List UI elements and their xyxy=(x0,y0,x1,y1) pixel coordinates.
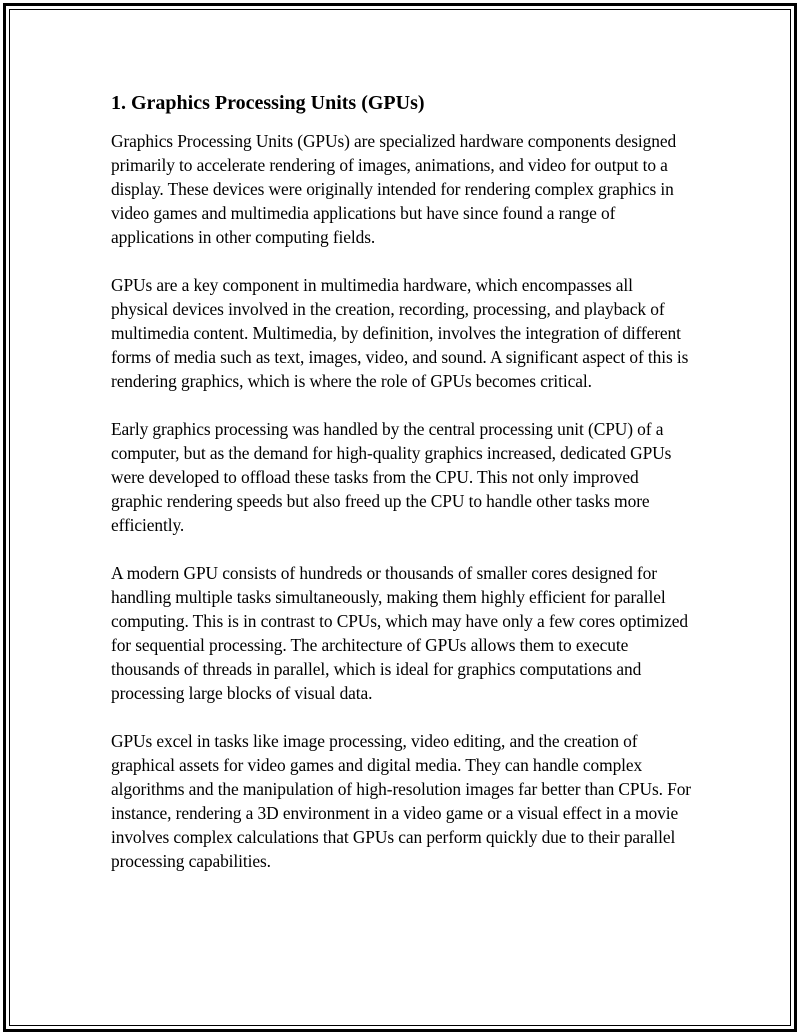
section-heading: 1. Graphics Processing Units (GPUs) xyxy=(111,92,425,114)
paragraph-multimedia: GPUs are a key component in multimedia hardware, which encompasses all physical devices involved in the creation, recording, processing, and playback of multimedia content. Multimedia, by definition, involves the integration of different forms of media such as text, images, video, and sound. A significant aspect of this is rendering graphics, which is where the role of GPUs becomes critical. xyxy=(111,275,689,391)
paragraph-architecture: A modern GPU consists of hundreds or thousands of smaller cores designed for handling multiple tasks simultaneously, making them highly efficient for parallel computing. This is in contrast to CPUs, which may have only a few cores optimized for sequential processing. The architecture of GPUs allows them to execute thousands of threads in parallel, which is ideal for graphics computations and processing large blocks of visual data. xyxy=(111,563,688,703)
document-body xyxy=(111,89,691,897)
paragraph-history: Early graphics processing was handled by the central processing unit (CPU) of a computer, but as the demand for high-quality graphics increased, dedicated GPUs were developed to offload these tasks from the CPU. This not only improved graphic rendering speeds but also freed up the CPU to handle other tasks more efficiently. xyxy=(111,419,672,535)
paragraph-intro: Graphics Processing Units (GPUs) are specialized hardware components designed primarily to accelerate rendering of images, animations, and video for output to a display. These devices were originally intended for rendering complex graphics in video games and multimedia applications but have since found a range of applications in other computing fields. xyxy=(111,131,677,247)
paragraph-applications: GPUs excel in tasks like image processing, video editing, and the creation of graphical assets for video games and digital media. They can handle complex algorithms and the manipulation of high-resolution images far better than CPUs. For instance, rendering a 3D environment in a video game or a visual effect in a movie involves complex calculations that GPUs can perform quickly due to their parallel processing capabilities. xyxy=(111,731,691,871)
